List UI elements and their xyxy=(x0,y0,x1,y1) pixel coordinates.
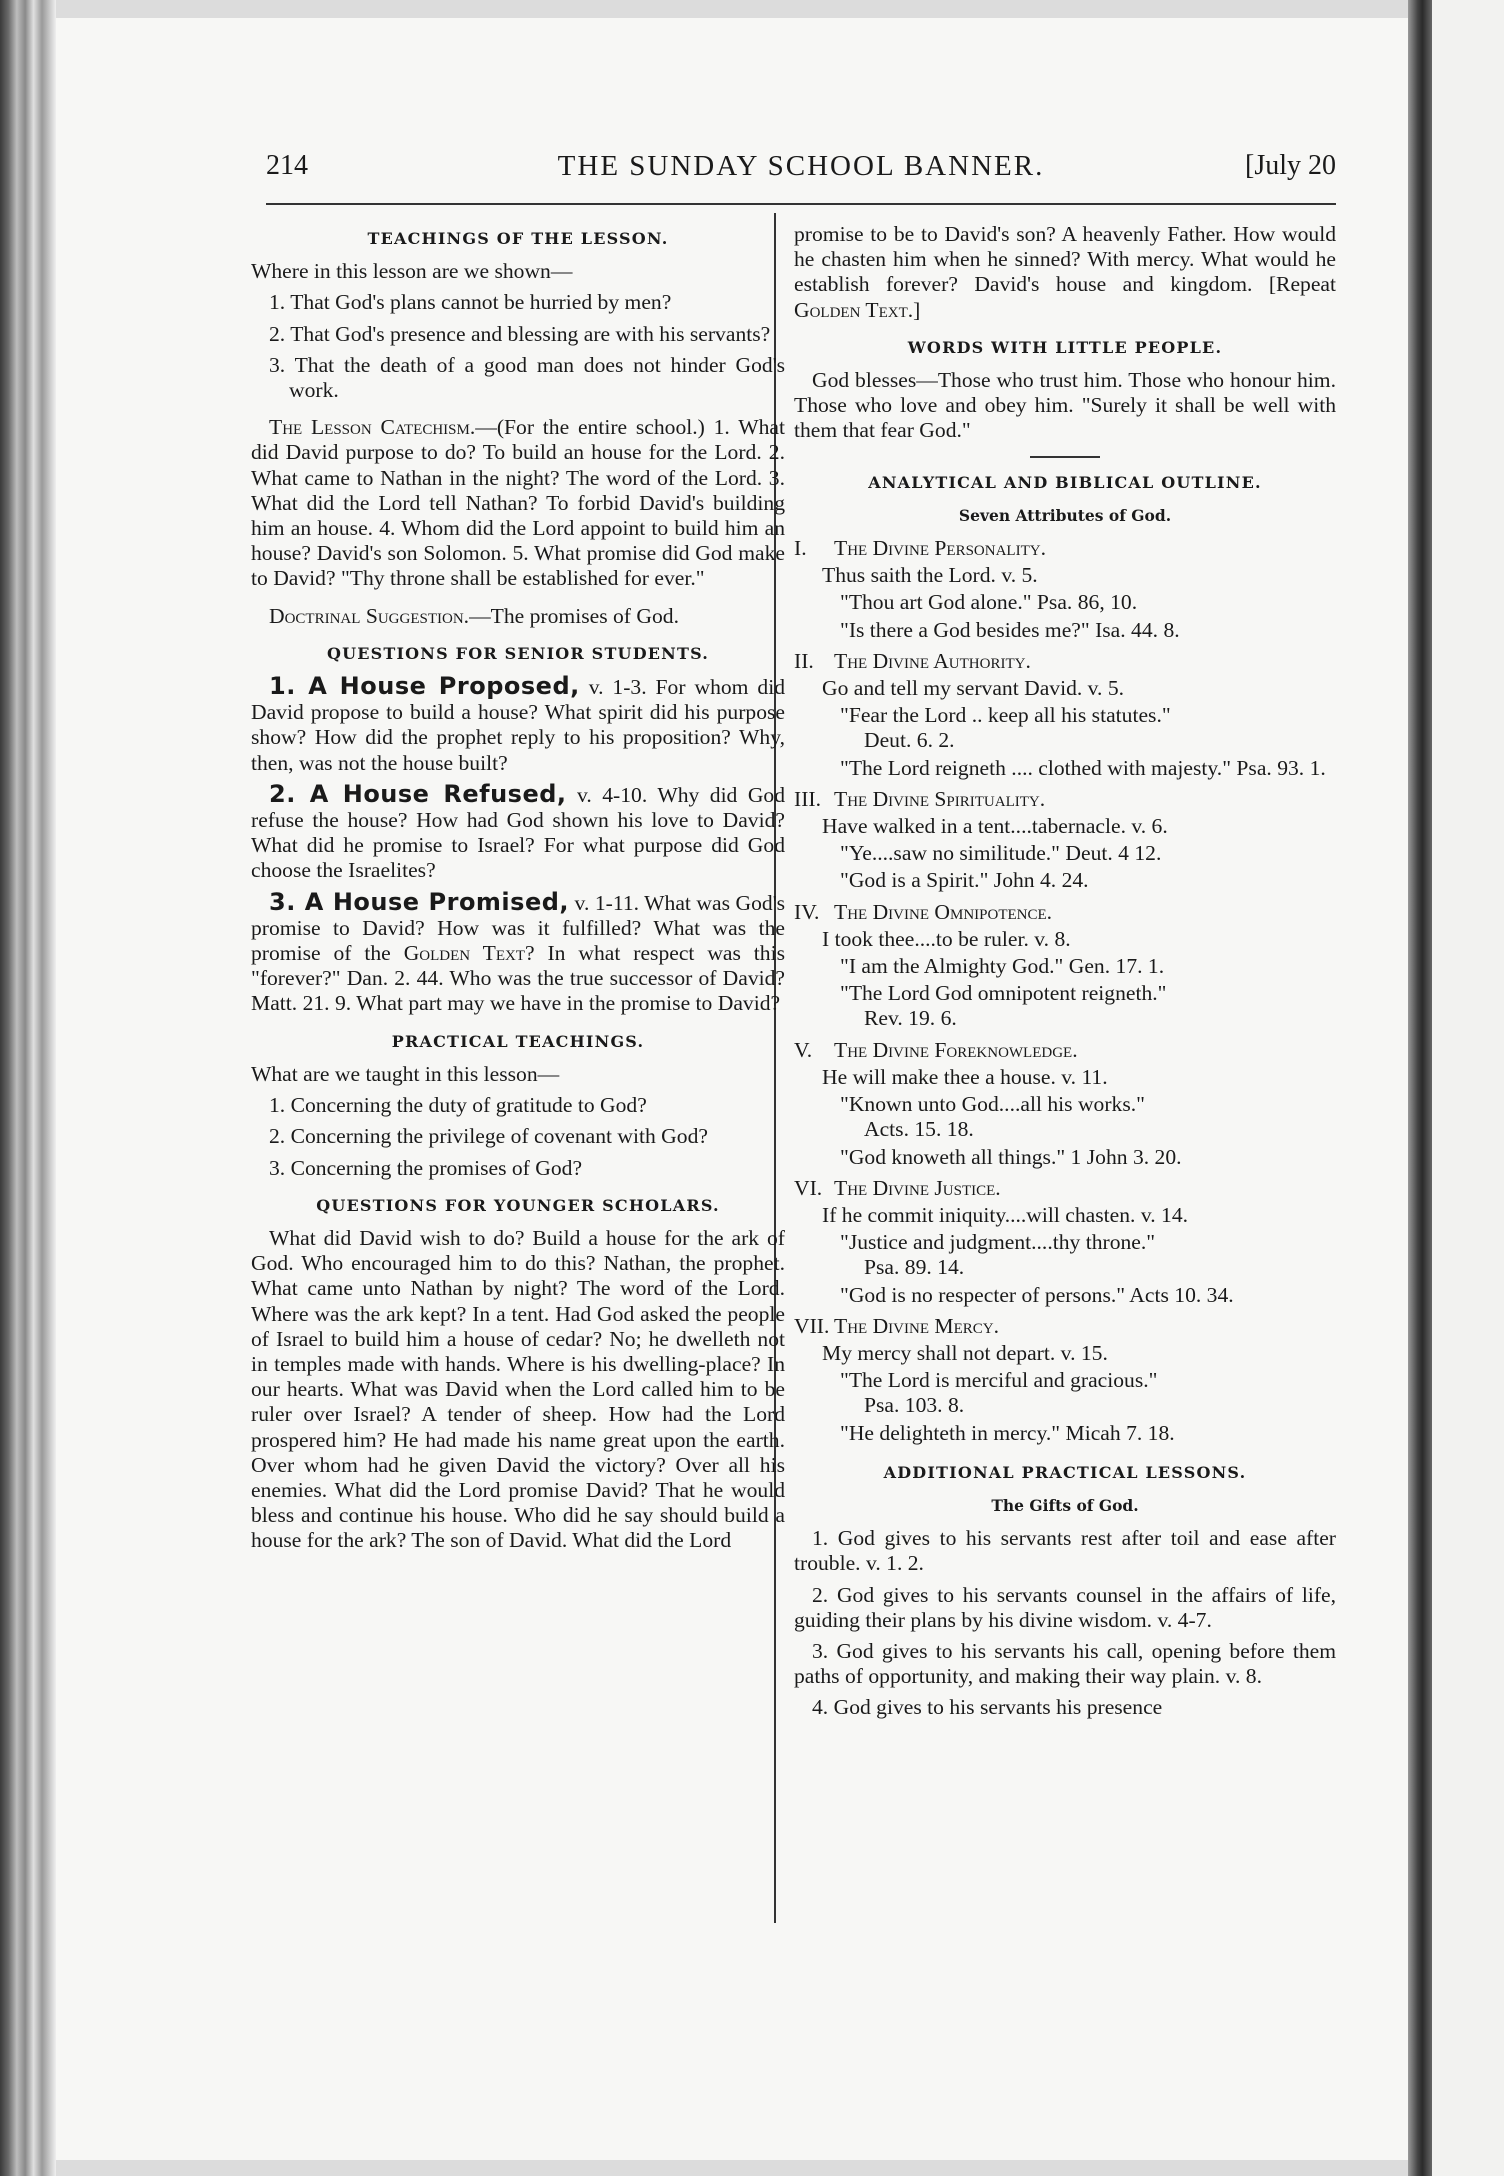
quote-text: "God is a Spirit." John 4. 24. xyxy=(840,868,1089,893)
outline-scripture-quote xyxy=(794,1368,1336,1418)
golden-text-label: Golden Text xyxy=(794,297,908,322)
outline-section-title xyxy=(794,649,1336,674)
outline-section-title xyxy=(794,787,1336,812)
senior-question-title: 3. A House Promised, xyxy=(269,887,570,916)
outline-section-name: The Divine Authority. xyxy=(834,648,1031,673)
outline-section-number: VI. xyxy=(794,1175,823,1200)
outline-section-number: V. xyxy=(794,1037,813,1062)
outline-section-title xyxy=(794,900,1336,925)
outline-section-name: The Divine Omnipotence. xyxy=(834,899,1053,924)
quote-text: "The Lord is merciful and gracious." xyxy=(840,1368,1158,1393)
younger-heading: QUESTIONS FOR YOUNGER SCHOLARS. xyxy=(316,1195,720,1215)
quote-text: "The Lord God omnipotent reigneth." xyxy=(840,981,1167,1006)
quote-text: "Thou art God alone." Psa. 86, 10. xyxy=(840,590,1138,615)
practical-item: 2. Concerning the privilege of covenant with God? xyxy=(269,1124,708,1149)
quote-text: "Is there a God besides me?" Isa. 44. 8. xyxy=(840,617,1180,642)
senior-question-ref: v. 1-3. xyxy=(588,675,647,700)
outline-scripture-quote xyxy=(794,1145,1336,1170)
senior-question-ref: v. 1-11. xyxy=(574,890,640,915)
quote-text: "God knoweth all things." 1 John 3. 20. xyxy=(840,1144,1182,1169)
outline-section-title xyxy=(794,1038,1336,1063)
younger-continuation xyxy=(794,222,1336,323)
outline-list xyxy=(794,536,1336,1446)
outline-section-number: III. xyxy=(794,786,821,811)
quote-text: "God is no respecter of persons." Acts 10. 34. xyxy=(840,1282,1234,1307)
quote-reference: Psa. 89. 14. xyxy=(864,1255,965,1280)
quote-text: "The Lord reigneth .... clothed with majesty." Psa. 93. 1. xyxy=(840,755,1326,780)
publication-title: THE SUNDAY SCHOOL BANNER. xyxy=(557,150,1045,182)
senior-heading: QUESTIONS FOR SENIOR STUDENTS. xyxy=(326,643,710,663)
outline-scripture-quote xyxy=(794,1421,1336,1446)
outline-section-number: VII. xyxy=(794,1313,830,1338)
outline-scripture-quote xyxy=(794,841,1336,866)
teachings-item: 1. That God's plans cannot be hurried by men? xyxy=(269,290,672,315)
quote-text: "Ye....saw no similitude." Deut. 4 12. xyxy=(840,841,1162,866)
teachings-intro: Where in this lesson are we shown— xyxy=(251,259,573,284)
outline-subheading: Seven Attributes of God. xyxy=(958,505,1172,525)
senior-question-text: What was God's promise to David? How was it fulfilled? What was the promise of the xyxy=(251,890,786,966)
repeat-text: [Repeat xyxy=(1268,272,1337,297)
golden-text-label: Golden Text xyxy=(403,941,525,966)
senior-question-text: For whom did David propose to build a house? What spirit did his purpose show? How did the prophet reply to his proposition? Why, then, was not the house built? xyxy=(251,675,785,775)
page-number: 214 xyxy=(266,150,308,181)
outline-scripture-quote xyxy=(794,590,1336,615)
quote-text: "Justice and judgment....thy throne." xyxy=(840,1230,1156,1255)
little-people-heading: WORDS WITH LITTLE PEOPLE. xyxy=(907,337,1223,357)
additional-item: 3. God gives to his servants his call, opening before them paths of opportunity, and making their way plain. v. 8. xyxy=(794,1638,1336,1689)
section-separator xyxy=(1030,456,1100,458)
outline-section-name: The Divine Spirituality. xyxy=(834,786,1046,811)
additional-item: 1. God gives to his servants rest after toil and ease after trouble. v. 1. 2. xyxy=(794,1526,1336,1576)
outline-text-reference: I took thee....to be ruler. v. 8. xyxy=(822,926,1071,951)
right-page-gutter xyxy=(1408,0,1432,2176)
issue-date: [July 20 xyxy=(1245,150,1336,181)
quote-reference: Acts. 15. 18. xyxy=(864,1117,974,1142)
doctrinal-suggestion xyxy=(251,604,785,629)
additional-heading: ADDITIONAL PRACTICAL LESSONS. xyxy=(883,1462,1247,1482)
outline-section-title xyxy=(794,1176,1336,1201)
catechism-text: —(For the entire school.) 1. What did David purpose to do? To build an house for the Lord. 2. What came to Nathan in the night? The word of the Lord. 3. What did the Lord tell Nathan? To forbid David's building him an house. 4. Whom did the Lord appoint to build him an house? David's son Solomon. 5. What promise did God make to David? "Thy throne shall be established for ever." xyxy=(251,415,785,591)
outline-section-name: The Divine Mercy. xyxy=(834,1313,999,1338)
younger-continuation-text: promise to be to David's son? A heavenly Father. How would he chasten him when he sinned? With mercy. What would he establish forever? David's house and kingdom. xyxy=(794,222,1336,297)
outline-section-number: IV. xyxy=(794,899,820,924)
outline-section-number: I. xyxy=(794,536,807,561)
right-column xyxy=(794,222,1336,1727)
catechism-label: The Lesson Catechism. xyxy=(269,415,476,440)
quote-text: "Known unto God....all his works." xyxy=(840,1092,1145,1117)
quote-text: "He delighteth in mercy." Micah 7. 18. xyxy=(840,1420,1175,1445)
outline-section-name: The Divine Justice. xyxy=(834,1175,1001,1200)
outline-scripture-quote xyxy=(794,868,1336,893)
outline-text-reference: My mercy shall not depart. v. 15. xyxy=(822,1340,1108,1365)
header-rule xyxy=(266,203,1336,205)
younger-questions: What did David wish to do? Build a house for the ark of God. Who encouraged him to do this? Nathan, the prophet. What came unto Nathan by night? The word of the Lord. Where was the ark kept? In a tent. Had God asked the people of Israel to build him a house of cedar? No; he dwelleth not in temples made with hands. Where is his dwelling-place? In our hearts. What was David when the Lord called him to be ruler over Israel? A tender of sheep. How had the Lord prospered him? He had made his name great upon the earth. Over whom had he given David the victory? Over all his enemies. What did the Lord promise David? That he would bless and continue his house. Who did he say should build a house for the ark? The son of David. What did the Lord xyxy=(251,1225,785,1553)
quote-reference: Psa. 103. 8. xyxy=(864,1393,965,1418)
facing-page-strip xyxy=(1432,0,1504,2176)
outline-text-reference: If he commit iniquity....will chasten. v. 14. xyxy=(822,1202,1189,1227)
senior-question xyxy=(251,887,786,1017)
senior-question-title: 2. A House Refused, xyxy=(269,779,567,808)
outline-section-name: The Divine Personality. xyxy=(834,536,1046,561)
outline-section-title xyxy=(794,536,1336,561)
senior-question-text: ? In what respect was this "forever?" Dan. 2. 44. Who was the true successor of David? Matt. 21. 9. What part may we have in the promise to David? xyxy=(251,941,786,1016)
outline-scripture-quote xyxy=(794,1283,1336,1308)
outline-text-reference: Have walked in a tent....tabernacle. v. 6. xyxy=(822,814,1168,839)
outline-scripture-quote xyxy=(794,954,1336,979)
left-column xyxy=(251,222,785,1560)
additional-item: 2. God gives to his servants counsel in the affairs of life, guiding their plans by his divine wisdom. v. 4-7. xyxy=(794,1582,1336,1632)
outline-heading: ANALYTICAL AND BIBLICAL OUTLINE. xyxy=(868,472,1262,492)
quote-reference: Deut. 6. 2. xyxy=(864,728,955,753)
running-header xyxy=(266,150,1336,188)
practical-item: 3. Concerning the promises of God? xyxy=(269,1155,583,1180)
senior-question-ref: v. 4-10. xyxy=(577,782,648,807)
senior-question-text: Why did God refuse the house? How had God shown his love to David? What did he promise to Israel? For what purpose did God choose the Israelites? xyxy=(251,782,786,883)
additional-item: 4. God gives to his servants his presence xyxy=(812,1695,1163,1720)
outline-section-number: II. xyxy=(794,648,814,673)
teachings-item: 2. That God's presence and blessing are with his servants? xyxy=(269,321,771,346)
quote-reference: Rev. 19. 6. xyxy=(864,1006,957,1031)
senior-question xyxy=(251,779,786,884)
outline-text-reference: Go and tell my servant David. v. 5. xyxy=(822,676,1125,701)
practical-item: 1. Concerning the duty of gratitude to God? xyxy=(269,1093,647,1118)
outline-scripture-quote xyxy=(794,618,1336,643)
outline-section-name: The Divine Foreknowledge. xyxy=(834,1037,1078,1062)
practical-intro: What are we taught in this lesson— xyxy=(251,1061,560,1086)
outline-section-title xyxy=(794,1314,1336,1339)
little-people-text: God blesses—Those who trust him. Those who honour him. Those who love and obey him. "Surely it shall be well with them that fear God." xyxy=(794,368,1336,443)
outline-scripture-quote xyxy=(794,1092,1336,1142)
repeat-text: .] xyxy=(907,297,921,322)
quote-text: "Fear the Lord .. keep all his statutes." xyxy=(840,703,1171,728)
lesson-catechism xyxy=(251,415,785,591)
book-spine-edge xyxy=(0,0,56,2176)
quote-text: "I am the Almighty God." Gen. 17. 1. xyxy=(840,954,1165,979)
outline-scripture-quote xyxy=(794,703,1336,753)
senior-question xyxy=(251,674,785,776)
teachings-item: 3. That the death of a good man does not hinder God's work. xyxy=(269,352,785,403)
doctrinal-label: Doctrinal Suggestion. xyxy=(269,603,470,628)
practical-heading: PRACTICAL TEACHINGS. xyxy=(391,1031,645,1051)
outline-scripture-quote xyxy=(794,981,1336,1031)
teachings-heading: TEACHINGS OF THE LESSON. xyxy=(367,229,669,248)
outline-text-reference: Thus saith the Lord. v. 5. xyxy=(822,563,1038,588)
outline-scripture-quote xyxy=(794,756,1336,781)
doctrinal-text: —The promises of God. xyxy=(469,603,679,628)
additional-subheading: The Gifts of God. xyxy=(991,1495,1139,1515)
outline-text-reference: He will make thee a house. v. 11. xyxy=(822,1064,1108,1089)
outline-scripture-quote xyxy=(794,1230,1336,1280)
senior-question-title: 1. A House Proposed, xyxy=(269,672,580,701)
